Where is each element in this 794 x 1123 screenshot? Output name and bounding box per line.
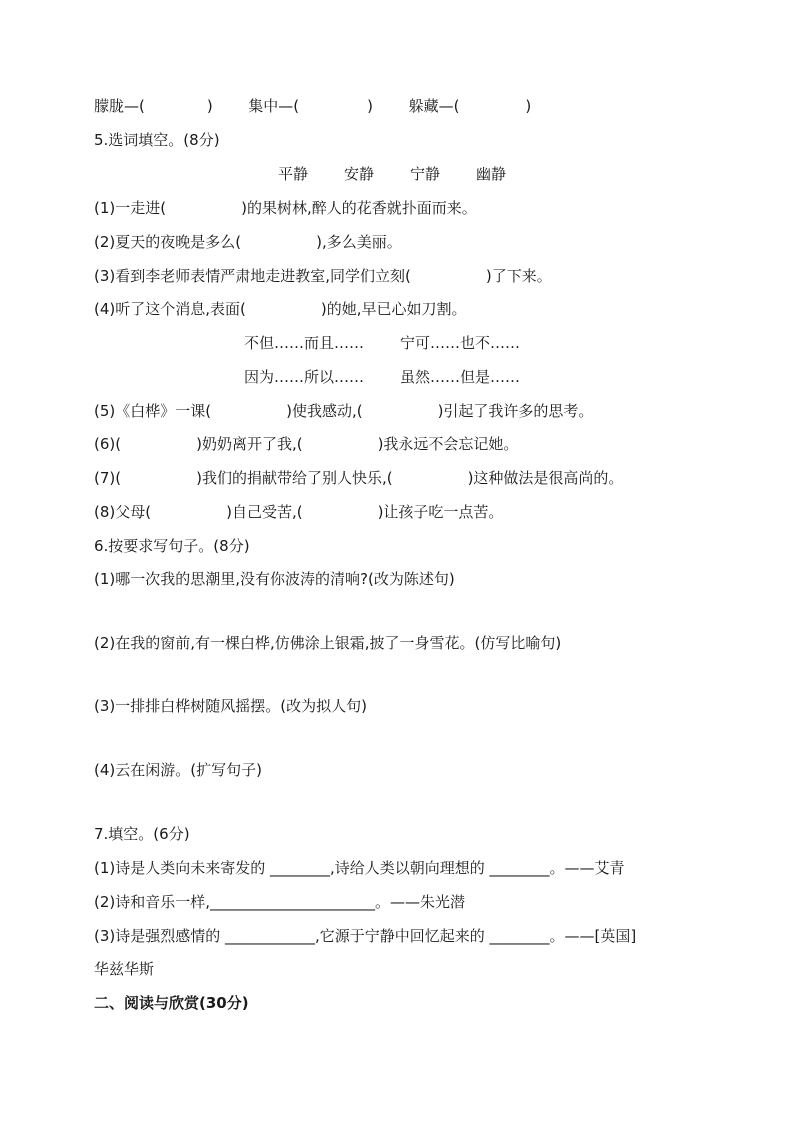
q7-title: 7.填空。(6分) xyxy=(94,825,190,843)
section2-title: 二、阅读与欣赏(30分) xyxy=(94,994,249,1012)
q5-conj-row-1 xyxy=(244,333,520,353)
conj-option: 虽然……但是…… xyxy=(400,368,521,386)
word-option: 平静 xyxy=(278,165,309,183)
synonym-b: 集中—( xyxy=(248,97,300,115)
q5-item-8: (8)父母( )自己受苦,( )让孩子吃一点苦。 xyxy=(94,503,504,521)
q6-item-1: (1)哪一次我的思潮里,没有你波涛的清响?(改为陈述句) xyxy=(94,570,455,588)
conj-option: 不但……而且…… xyxy=(244,334,365,352)
synonym-a-close: ) xyxy=(206,97,213,115)
word-option: 幽静 xyxy=(476,165,507,183)
word-option: 安静 xyxy=(344,165,375,183)
q7-item-2: (2)诗和音乐一样,______________________。——朱光潜 xyxy=(94,893,466,911)
q5-item-6: (6)( )奶奶离开了我,( )我永远不会忘记她。 xyxy=(94,435,519,453)
q5-conj-row-2 xyxy=(244,367,520,387)
q5-item-3: (3)看到李老师表情严肃地走进教室,同学们立刻( )了下来。 xyxy=(94,267,552,285)
conj-option: 因为……所以…… xyxy=(244,368,365,386)
q7-item-1: (1)诗是人类向未来寄发的 ________,诗给人类以朝向理想的 ________。——艾青 xyxy=(94,859,625,877)
q5-item-4: (4)听了这个消息,表面( )的她,早已心如刀割。 xyxy=(94,300,467,318)
q7-item-3: (3)诗是强烈感情的 ____________,它源于宁静中回忆起来的 ________。——[英国] xyxy=(94,927,637,945)
q5-item-2: (2)夏天的夜晚是多么( ),多么美丽。 xyxy=(94,233,402,251)
q6-title: 6.按要求写句子。(8分) xyxy=(94,537,250,555)
q5-item-5: (5)《白桦》一课( )使我感动,( )引起了我许多的思考。 xyxy=(94,402,594,420)
q5-word-bank-1 xyxy=(278,164,506,184)
q5-item-1: (1)一走进( )的果树林,醉人的花香就扑面而来。 xyxy=(94,199,477,217)
conj-option: 宁可……也不…… xyxy=(400,334,521,352)
synonym-c-close: ) xyxy=(525,97,532,115)
synonym-row xyxy=(94,96,531,116)
q6-item-3: (3)一排排白桦树随风摇摆。(改为拟人句) xyxy=(94,697,367,715)
word-option: 宁静 xyxy=(410,165,441,183)
synonym-b-close: ) xyxy=(367,97,373,115)
q5-title: 5.选词填空。(8分) xyxy=(94,131,220,149)
synonym-c: 躲藏—( xyxy=(408,97,460,115)
q7-item-3-cont: 华兹华斯 xyxy=(94,960,155,978)
synonym-a: 朦胧—( xyxy=(94,97,145,115)
q5-item-7: (7)( )我们的捐献带给了别人快乐,( )这种做法是很高尚的。 xyxy=(94,469,624,487)
q6-item-4: (4)云在闲游。(扩写句子) xyxy=(94,761,262,779)
q6-item-2: (2)在我的窗前,有一棵白桦,仿佛涂上银霜,披了一身雪花。(仿写比喻句) xyxy=(94,634,562,652)
